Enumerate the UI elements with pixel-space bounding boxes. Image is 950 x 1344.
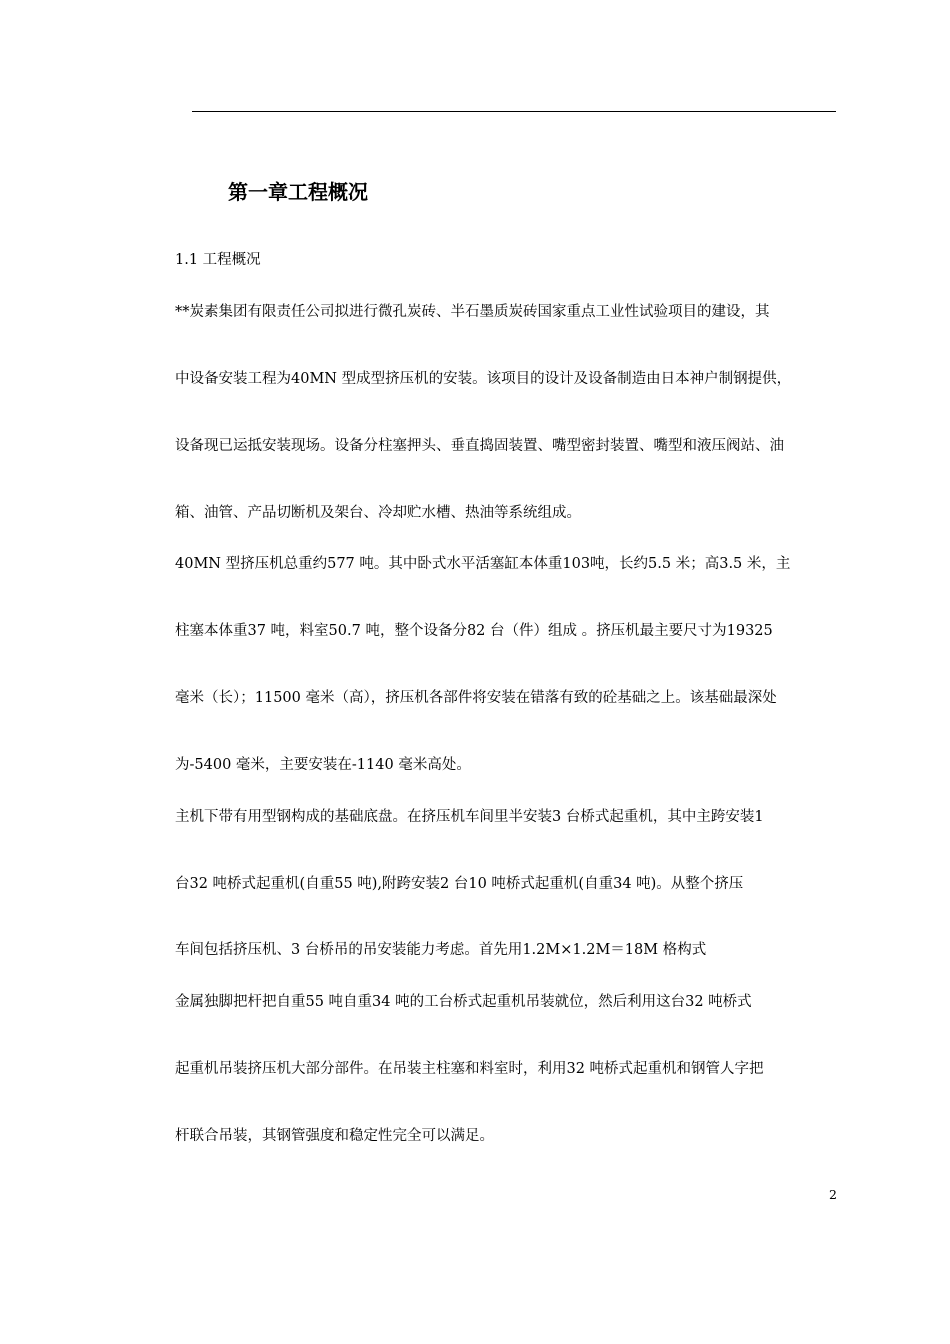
paragraph-1-line-3: 设备现已运抵安装现场。设备分柱塞押头、垂直捣固装置、嘴型密封装置、嘴型和液压阀站、油 — [175, 438, 784, 454]
paragraph-3-line-3: 车间包括挤压机、3 台桥吊的吊安装能力考虑。首先用1.2M×1.2M＝18M 格构式 — [175, 942, 707, 958]
paragraph-3-line-1: 主机下带有用型钢构成的基础底盘。在挤压机车间里半安装3 台桥式起重机，其中主跨安装1 — [175, 809, 764, 825]
paragraph-4-line-2: 起重机吊装挤压机大部分部件。在吊装主柱塞和料室时，利用32 吨桥式起重机和钢管人字把 — [175, 1061, 764, 1077]
paragraph-4-line-3: 杆联合吊装，其钢管强度和稳定性完全可以满足。 — [175, 1128, 494, 1144]
paragraph-1-line-1: **炭素集团有限责任公司拟进行微孔炭砖、半石墨质炭砖国家重点工业性试验项目的建设，其 — [175, 304, 770, 320]
paragraph-2-line-2: 柱塞本体重37 吨，料室50.7 吨，整个设备分82 台（件）组成 。挤压机最主要尺寸为19325 — [175, 623, 773, 639]
paragraph-2-line-3: 毫米（长）；11500 毫米（高），挤压机各部件将安装在错落有致的砼基础之上。该基础最深处 — [175, 690, 777, 706]
paragraph-4-line-1: 金属独脚把杆把自重55 吨自重34 吨的工台桥式起重机吊装就位，然后利用这台32 吨桥式 — [175, 994, 752, 1010]
chapter-title: 第一章工程概况 — [228, 180, 368, 204]
paragraph-3-line-2: 台32 吨桥式起重机(自重55 吨),附跨安装2 台10 吨桥式起重机(自重34 吨)。从整个挤压 — [175, 876, 744, 892]
paragraph-2-line-1: 40MN 型挤压机总重约577 吨。其中卧式水平活塞缸本体重103吨，长约5.5 米；高3.5 米，主 — [175, 556, 791, 572]
page-number: 2 — [829, 1187, 837, 1202]
paragraph-2-line-4: 为-5400 毫米，主要安装在-1140 毫米高处。 — [175, 757, 471, 773]
paragraph-1-line-2: 中设备安装工程为40MN 型成型挤压机的安装。该项目的设计及设备制造由日本神户制钢提供， — [175, 371, 792, 387]
section-heading: 1.1 工程概况 — [175, 252, 261, 268]
header-rule — [192, 111, 836, 112]
paragraph-1-line-4: 箱、油管、产品切断机及架台、冷却贮水槽、热油等系统组成。 — [175, 505, 581, 521]
